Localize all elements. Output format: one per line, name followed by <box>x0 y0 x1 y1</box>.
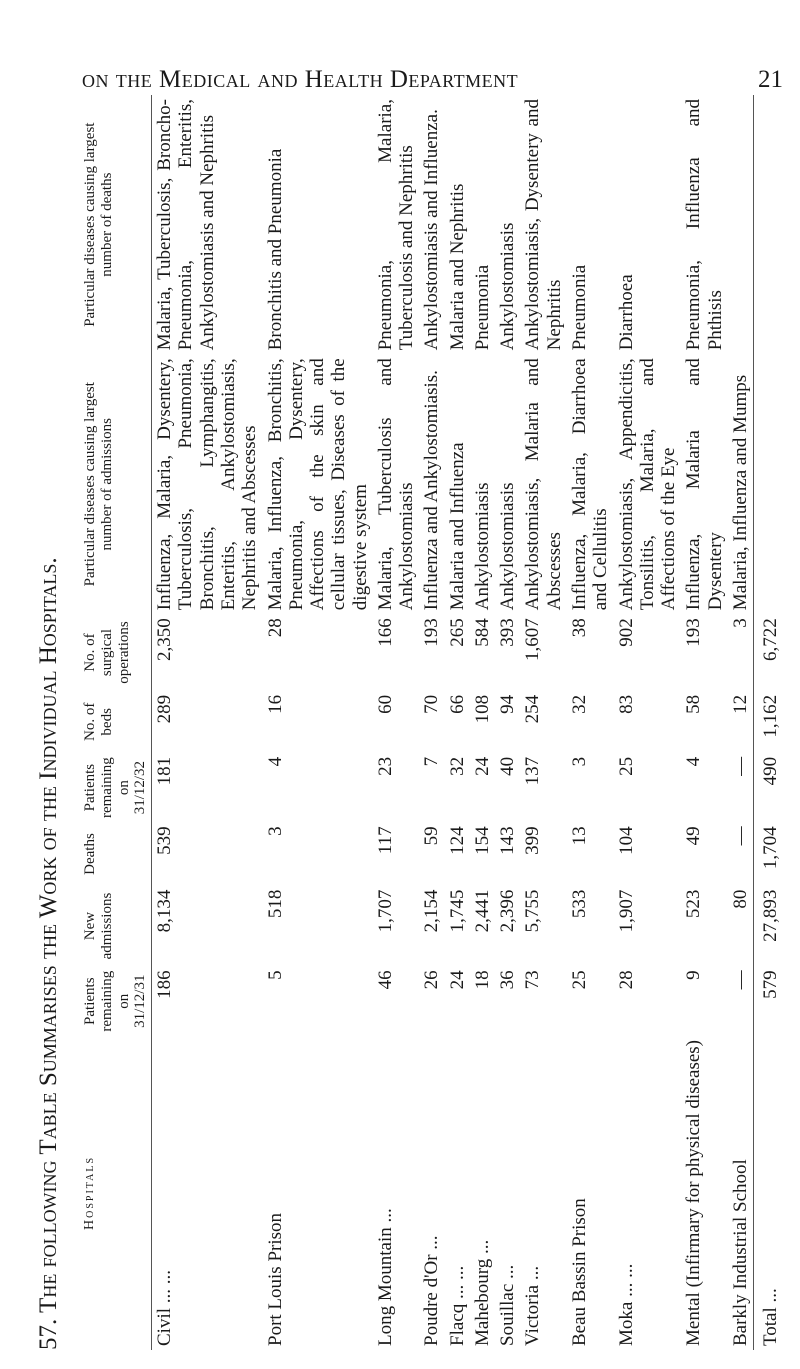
deaths: 154 <box>471 826 493 855</box>
table-header-row <box>80 95 152 1350</box>
surgical-ops: 584 <box>471 618 493 647</box>
deaths-diseases: Ankylostomiasis <box>497 222 519 351</box>
col-beds: No. of beds <box>80 691 152 753</box>
beds: 83 <box>615 694 637 714</box>
remaining-31: 24 <box>446 970 468 990</box>
remaining-31: 73 <box>522 970 544 990</box>
total-label: Total ... <box>754 1036 784 1350</box>
total-remaining-32: 490 <box>754 753 784 823</box>
remaining-32: 23 <box>374 756 396 776</box>
remaining-31: 9 <box>683 970 705 980</box>
col-admissions-diseases: Particular diseases causing largest number of admissions <box>80 354 152 614</box>
deaths-diseases: Pneumonia <box>471 264 493 351</box>
deaths: 124 <box>446 826 468 855</box>
beds: 94 <box>497 694 519 714</box>
surgical-ops: 393 <box>497 618 519 647</box>
page-header <box>0 0 800 93</box>
new-admissions: 2,396 <box>497 889 519 933</box>
surgical-ops: 38 <box>568 618 590 638</box>
deaths-diseases: Ankylostomiasis and Influenza. <box>421 109 443 351</box>
beds: 12 <box>729 694 751 714</box>
remaining-32: 24 <box>471 756 493 776</box>
hospital-name: Mahebourg ... <box>471 1239 493 1346</box>
beds: 66 <box>446 694 468 714</box>
surgical-ops: 166 <box>374 618 396 647</box>
table-row <box>567 95 614 1350</box>
surgical-ops: 193 <box>421 618 443 647</box>
admissions-diseases: Malaria, Influenza, Bronchitis, Pneumonia, Dysentery, Affections of the skin and cellular tissues, Diseases of the digestive system <box>264 358 371 611</box>
table-title: 57. The following Table Summarises the Work of the Individual Hospitals. <box>35 557 62 1350</box>
hospital-name: Port Louis Prison <box>264 1212 286 1346</box>
deaths-diseases: Malaria, Tuberculosis, Broncho-Pneumonia, Enteritis, Ankylostomiasis and Nephritis <box>154 99 218 351</box>
table-row <box>681 95 728 1350</box>
surgical-ops: 2,350 <box>154 618 176 661</box>
new-admissions: 2,441 <box>471 889 493 933</box>
deaths-diseases <box>728 95 754 354</box>
remaining-31: — <box>729 970 751 990</box>
hospital-name: Barkly Industrial School <box>729 1159 751 1346</box>
deaths: 13 <box>568 826 590 846</box>
col-deaths-diseases: Particular diseases causing largest number of deaths <box>80 95 152 354</box>
deaths-diseases: Ankylostomiasis, Dysentery and Nephritis <box>522 99 565 351</box>
deaths: 104 <box>615 826 637 855</box>
remaining-31: 5 <box>264 970 286 980</box>
rotated-table-block <box>35 95 780 1350</box>
deaths-diseases: Diarrhoea <box>615 274 637 351</box>
table-row <box>520 95 567 1350</box>
table-row <box>728 95 754 1350</box>
beds: 254 <box>522 694 544 724</box>
admissions-diseases: Influenza, Malaria and Dysentery <box>683 358 726 611</box>
table-row <box>495 95 520 1350</box>
admissions-diseases: Influenza and Ankylostomiasis. <box>421 370 443 611</box>
surgical-ops: 902 <box>615 618 637 647</box>
beds: 16 <box>264 694 286 714</box>
remaining-31: 46 <box>374 970 396 990</box>
admissions-diseases: Influenza, Malaria, Diarrhoea and Cellulitis <box>568 358 612 611</box>
surgical-ops: 1,607 <box>522 618 544 661</box>
hospital-name: Moka ... ... <box>615 1263 637 1346</box>
beds: 289 <box>154 694 176 724</box>
col-remaining-32: Patients remaining on 31/12/32 <box>80 753 152 823</box>
beds: 70 <box>421 694 443 714</box>
col-remaining-31: Patients remaining on 31/12/31 <box>80 966 152 1036</box>
new-admissions: 523 <box>683 889 705 919</box>
col-surgical-ops: No. of surgical operations <box>80 614 152 691</box>
remaining-32: 181 <box>154 756 176 786</box>
beds: 108 <box>471 694 493 724</box>
table-row <box>263 95 373 1350</box>
total-empty-cell <box>754 95 784 614</box>
hospital-name: Poudre d'Or ... <box>421 1235 443 1346</box>
table-row <box>373 95 420 1350</box>
deaths: 399 <box>522 826 544 855</box>
page-number: 21 <box>758 66 783 93</box>
hospital-name: Beau Bassin Prison <box>568 1198 590 1346</box>
remaining-31: 18 <box>471 970 493 990</box>
deaths: 59 <box>421 826 443 846</box>
admissions-diseases: Ankylostomiasis, Appendicitis, Tonsilitis, Malaria, and Affections of the Eye <box>615 358 680 611</box>
deaths-diseases: Malaria and Nephritis <box>446 183 468 351</box>
deaths-diseases: Pneumonia, Malaria, Tuberculosis and Nephritis <box>374 99 418 351</box>
remaining-31: 36 <box>497 970 519 990</box>
total-deaths: 1,704 <box>754 822 784 885</box>
total-beds: 1,162 <box>754 691 784 753</box>
col-deaths: Deaths <box>80 822 152 885</box>
remaining-32: 40 <box>497 756 519 776</box>
deaths: 117 <box>374 826 396 855</box>
remaining-32: 25 <box>615 756 637 776</box>
deaths: 49 <box>683 826 705 846</box>
admissions-diseases: Malaria and Influenza <box>446 442 468 611</box>
remaining-31: 28 <box>615 970 637 990</box>
surgical-ops: 193 <box>683 618 705 647</box>
deaths-diseases: Pneumonia, Influenza and Phthisis <box>683 99 726 351</box>
new-admissions: 518 <box>264 889 286 919</box>
remaining-32: 4 <box>683 756 705 767</box>
admissions-diseases: Malaria, Tuberculosis and Ankylostomiasis <box>374 358 418 611</box>
total-new-admissions: 27,893 <box>754 886 784 967</box>
table-row <box>470 95 495 1350</box>
deaths-diseases: Pneumonia <box>568 264 590 351</box>
col-hospitals: Hospitals <box>80 1036 152 1350</box>
new-admissions: 8,134 <box>154 889 176 933</box>
new-admissions: 1,745 <box>446 889 468 933</box>
surgical-ops: 3 <box>729 618 751 628</box>
deaths-diseases: Bronchitis and Pneumonia <box>264 148 286 351</box>
remaining-32: 4 <box>264 756 286 767</box>
admissions-diseases: Ankylostomiasis, Malaria and Abscesses <box>522 358 565 611</box>
hospital-name: Civil ... ... <box>154 1269 176 1346</box>
table-row <box>419 95 444 1350</box>
running-head: on the Medical and Health Department <box>82 66 519 93</box>
new-admissions: 1,707 <box>374 889 396 933</box>
deaths: — <box>729 826 751 846</box>
hospitals-table <box>80 95 783 1350</box>
new-admissions: 533 <box>568 889 590 919</box>
new-admissions: 1,907 <box>615 889 637 933</box>
admissions-diseases: Influenza, Malaria, Dysentery, Tuberculosis, Pneumonia, Bronchitis, Lymphangitis, Enteritis, Ankylostomiasis, Nephritis and Abscesses <box>154 358 261 611</box>
admissions-diseases: Ankylostomiasis <box>471 482 493 611</box>
col-new-admissions: New admissions <box>80 886 152 967</box>
total-remaining-31: 579 <box>754 966 784 1036</box>
new-admissions: 5,755 <box>522 889 544 933</box>
hospital-name: Victoria ... <box>522 1265 544 1346</box>
admissions-diseases: Ankylostomiasis <box>497 482 519 611</box>
surgical-ops: 28 <box>264 618 286 638</box>
remaining-32: 32 <box>446 756 468 776</box>
hospital-name: Long Mountain ... <box>374 1208 396 1346</box>
new-admissions: 80 <box>729 889 751 909</box>
remaining-31: 26 <box>421 970 443 990</box>
new-admissions: 2,154 <box>421 889 443 933</box>
total-surgical-ops: 6,722 <box>754 614 784 691</box>
hospital-name: Mental (Infirmary for physical diseases) <box>683 1039 705 1346</box>
beds: 32 <box>568 694 590 714</box>
beds: 58 <box>683 694 705 714</box>
hospital-name: Souillac ... <box>497 1264 519 1346</box>
remaining-32: 137 <box>522 756 544 786</box>
deaths: 143 <box>497 826 519 855</box>
total-row <box>754 95 784 1350</box>
remaining-32: — <box>729 756 751 776</box>
remaining-31: 25 <box>568 970 590 990</box>
remaining-32: 7 <box>421 756 443 767</box>
beds: 60 <box>374 694 396 714</box>
table-row <box>445 95 470 1350</box>
hospital-name: Flacq ... ... <box>446 1265 468 1346</box>
table-row <box>152 95 263 1350</box>
admissions-diseases: Malaria, Influenza and Mumps <box>729 374 751 611</box>
surgical-ops: 265 <box>446 618 468 647</box>
deaths: 3 <box>264 826 286 836</box>
remaining-32: 3 <box>568 756 590 767</box>
table-row <box>614 95 682 1350</box>
deaths: 539 <box>154 826 176 855</box>
remaining-31: 186 <box>154 970 176 999</box>
